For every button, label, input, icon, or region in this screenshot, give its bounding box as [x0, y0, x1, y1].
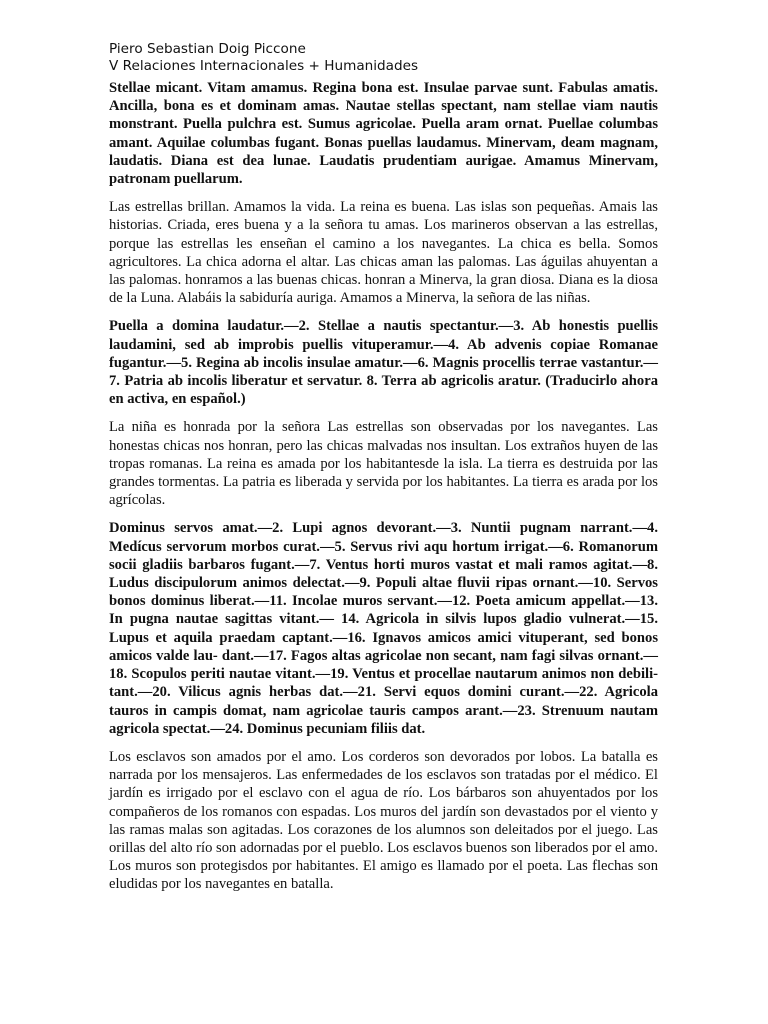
document-page: [109, 41, 658, 904]
author-name: Piero Sebastian Doig Piccone: [109, 41, 306, 57]
spanish-translation-3: Los esclavos son amados por el amo. Los corderos son devorados por lobos. La batalla es narrada por los mensajeros. Las enfermedades de los esclavos son tratadas por el médico. El jardín es irrigado por el esclavo con el agua de río. Los bárbaros son ahuyentados por los compañeros de los romanos con espadas. Los muros del jardín son devastados por el viento y las ramas malas son agitadas. Los corazones de los alumnos son deleitados por el juego. Las orillas del alto río son adornadas por el pueblo. Los esclavos buenos son liberados por el amo. Los muros son protegisdos por habitantes. El amigo es llamado por el poeta. Las flechas son eludidas por los navegantes en batalla.: [109, 748, 658, 893]
latin-exercise-1: Stellae micant. Vitam amamus. Regina bona est. Insulae parvae sunt. Fabulas amatis. Ancilla, bona es et dominam amas. Nautae stellas spectant, nam stellae viam nautis monstrant. Puella pulchra est. Sumus agricolae. Puella aram ornat. Puellae columbas amant. Aquilae columbas fugant. Bonas puellas laudamus. Minervam, deam magnam, laudatis. Diana est dea lunae. Laudatis prudentiam aurigae. Amamus Minervam, patronam puellarum.: [109, 80, 658, 188]
latin-exercise-3: Dominus servos amat.—2. Lupi agnos devorant.—3. Nuntii pugnam narrant.—4. Medícus servorum morbos curat.—5. Servus rivi aqu hortum irrigat.—6. Romanorum socii gladiis barbaros fugant.—7. Ventus horti muros vastat et mali ramos agitat.—8. Ludus discipulorum animos delectat.—9. Populi altae fluvii ripas ornant.—10. Servos bonos dominus liberat.—11. Incolae muros servant.—12. Poeta amicum appellat.—13. In pugna nautae sagittas vitant.— 14. Agricola in silvis lupos gladio vulnerat.—15. Lupus et aquila praedam captant.—16. Ignavos amicos amici vituperant, sed bonos amicos valde lau- dant.—17. Fagos altas agricolae non secant, nam fagi silvas ornant.—18. Scopulos periti nautae vitant.—19. Ventus et procellae nautarum animos non debili- tant.—20. Vilicus agnis herbas dat.—21. Servi equos domini curant.—22. Agricola tauros in campis domat, nam agricolae tauris campos arant.—23. Strenuum nautam agricola spectat.—24. Dominus pecuniam filiis dat.: [109, 520, 658, 737]
latin-exercise-2: Puella a domina laudatur.—2. Stellae a nautis spectantur.—3. Ab honestis puellis laudamini, sed ab improbis puellis vituperamur.—4. Ab advenis copiae Romanae fugantur.—5. Regina ab incolis insulae amatur.—6. Magnis procellis terrae vastantur.—7. Patria ab incolis liberatur et servatur. 8. Terra ab agricolis aratur. (Traducirlo ahora en activa, en español.): [109, 318, 658, 408]
spanish-translation-2: La niña es honrada por la señora Las estrellas son observadas por los navegantes. Las honestas chicas nos honran, pero las chicas malvadas nos insultan. Los extraños huyen de las tropas romanas. La reina es amada por los habitantesde la isla. La tierra es destruida por las grandes tormentas. La patria es liberada y servida por los habitantes. La tierra es arada por los agrícolas.: [109, 419, 658, 509]
course-name: V Relaciones Internacionales + Humanidades: [109, 57, 419, 74]
document-header: [109, 41, 658, 74]
spanish-translation-1: Las estrellas brillan. Amamos la vida. La reina es buena. Las islas son pequeñas. Amais las historias. Criada, eres buena y a la señora tu amas. Los marineros observan a las estrellas, porque las estrellas les enseñan el camino a los navegantes. La chica es bella. Somos agricultores. La chica adorna el altar. Las chicas aman las palomas. Las águilas ahuyentan a las palomas. honramos a las buenas chicas. honran a Minerva, la gran diosa. Diana es la diosa de la Luna. Alabáis la sabiduría auriga. Amamos a Minerva, la señora de las niñas.: [109, 199, 658, 307]
